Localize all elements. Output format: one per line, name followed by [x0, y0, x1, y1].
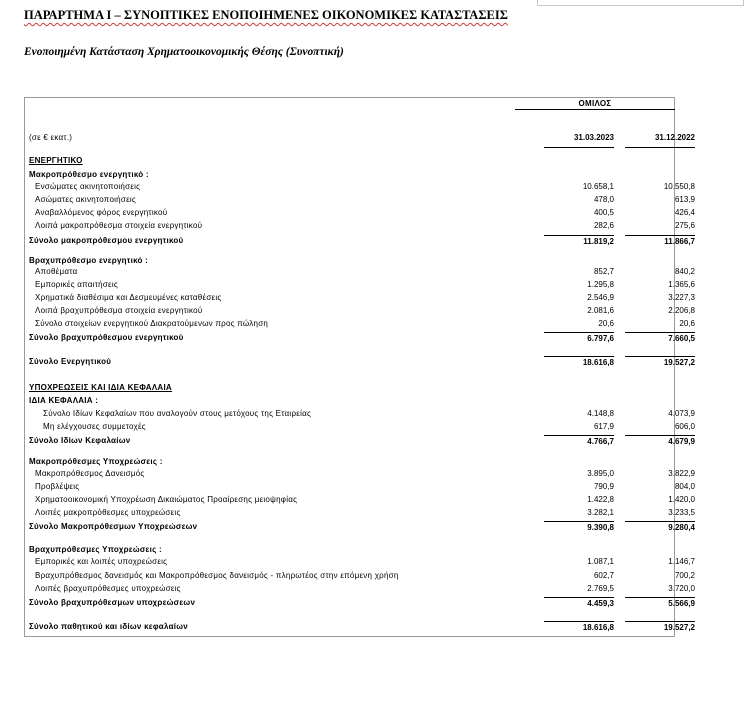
- table-row: [25, 544, 676, 556]
- row-value-2022: 426,4: [674, 208, 695, 217]
- row-value-2022: 9.280,4: [625, 521, 695, 534]
- row-value-2023: 18.616,8: [544, 621, 614, 634]
- row-value-2023: 478,0: [593, 195, 614, 204]
- row-value-2023: 4.459,3: [544, 597, 614, 610]
- table-row: [25, 266, 695, 278]
- row-label: Σύνολο στοιχείων ενεργητικού Διακρατούμενων προς πώληση: [35, 319, 269, 328]
- document-subtitle: Ενοποιημένη Κατάσταση Χρηματοοικονομικής Θέσης (Συνοπτική): [24, 46, 344, 58]
- row-value-2022: 613,9: [674, 195, 695, 204]
- table-row: [25, 570, 695, 582]
- row-label: Χρηματικά διαθέσιμα και Δεσμευμένες καταθέσεις: [35, 293, 222, 302]
- table-row: [25, 194, 695, 206]
- row-label: Βραχυπρόθεσμος δανεισμός και Μακροπρόθεσμος δανεισμός - πληρωτέος στην επόμενη χρήση: [35, 571, 399, 580]
- row-value-2023: 9.390,8: [544, 521, 614, 534]
- row-value-2023: 2.769,5: [587, 584, 614, 593]
- document-title: ΠΑΡΑΡΤΗΜΑ Ι – ΣΥΝΟΠΤΙΚΕΣ ΕΝΟΠΟΙΗΜΕΝΕΣ ΟΙΚΟΝΟΜΙΚΕΣ ΚΑΤΑΣΤΑΣΕΙΣ: [24, 8, 508, 22]
- table-row: [25, 318, 695, 330]
- table-row: [25, 155, 676, 167]
- row-value-2022: 5.566,9: [625, 597, 695, 610]
- column-header-2022: 31.12.2022: [654, 133, 695, 142]
- subsection-heading: Μακροπρόθεσμο ενεργητικό :: [29, 170, 149, 179]
- table-row: [25, 621, 695, 633]
- row-value-2022: 4.679,9: [625, 435, 695, 448]
- row-label: Εμπορικές απαιτήσεις: [35, 280, 118, 289]
- row-value-2023: 617,9: [593, 422, 614, 431]
- row-label: Σύνολο βραχυπρόθεσμου ενεργητικού: [29, 333, 184, 342]
- row-value-2022: 700,2: [674, 571, 695, 580]
- row-label: Ασώματες ακινητοποιήσεις: [35, 195, 137, 204]
- row-value-2022: 1.146,7: [668, 557, 695, 566]
- section-heading: ΥΠΟΧΡΕΩΣΕΙΣ ΚΑΙ ΙΔΙΑ ΚΕΦΑΛΑΙΑ: [29, 383, 172, 392]
- section-heading: ΕΝΕΡΓΗΤΙΚΟ: [29, 156, 83, 165]
- row-label: Σύνολο βραχυπρόθεσμων υποχρεώσεων: [29, 598, 196, 607]
- table-row: [25, 408, 695, 420]
- row-value-2023: 282,6: [593, 221, 614, 230]
- table-row: [25, 456, 676, 468]
- subsection-heading: Βραχυπρόθεσμες Υποχρεώσεις :: [29, 545, 162, 554]
- header-box: [537, 0, 744, 6]
- row-value-2023: 400,5: [593, 208, 614, 217]
- subsection-heading: ΙΔΙΑ ΚΕΦΑΛΑΙΑ :: [29, 396, 99, 405]
- group-header: ΟΜΙΛΟΣ: [578, 99, 612, 108]
- row-value-2022: 840,2: [674, 267, 695, 276]
- table-row: [25, 356, 695, 368]
- table-row: [25, 421, 695, 433]
- row-value-2022: 1.420,0: [668, 495, 695, 504]
- row-value-2023: 11.819,2: [544, 235, 614, 248]
- table-row: [25, 220, 695, 232]
- row-value-2023: 1.295,8: [587, 280, 614, 289]
- row-value-2023: 602,7: [593, 571, 614, 580]
- row-value-2023: 4.148,8: [587, 409, 614, 418]
- row-value-2022: 7.660,5: [625, 332, 695, 345]
- table-row: [25, 207, 695, 219]
- table-row: [25, 597, 695, 609]
- row-value-2023: 10.658,1: [582, 182, 614, 191]
- subsection-heading: Βραχυπρόθεσμο ενεργητικό :: [29, 256, 149, 265]
- col2-rule: [625, 147, 695, 148]
- table-row: [25, 332, 695, 344]
- row-value-2023: 1.422,8: [587, 495, 614, 504]
- table-row: [25, 521, 695, 533]
- row-value-2022: 3.233,5: [668, 508, 695, 517]
- col1-rule: [544, 147, 614, 148]
- table-row: [25, 305, 695, 317]
- row-label: Σύνολο Ιδίων Κεφαλαίων που αναλογούν στους μετόχους της Εταιρείας: [43, 409, 312, 418]
- table-row: [25, 382, 676, 394]
- row-value-2022: 3.227,3: [668, 293, 695, 302]
- row-label: Αποθέματα: [35, 267, 78, 276]
- table-row: [25, 435, 695, 447]
- table-row: [25, 292, 695, 304]
- row-label: Σύνολο Μακροπρόθεσμων Υποχρεώσεων: [29, 522, 198, 531]
- row-label: Σύνολο Ενεργητικού: [29, 357, 112, 366]
- row-label: Σύνολο παθητικού και ιδίων κεφαλαίων: [29, 622, 188, 631]
- row-value-2023: 3.895,0: [587, 469, 614, 478]
- row-label: Μακροπρόθεσμος Δανεισμός: [35, 469, 145, 478]
- row-label: Μη ελέγχουσες συμμετοχές: [43, 422, 146, 431]
- row-value-2023: 3.282,1: [587, 508, 614, 517]
- table-row: [25, 468, 695, 480]
- row-value-2022: 3.822,9: [668, 469, 695, 478]
- row-label: Χρηματοοικονομική Υποχρέωση Δικαιώματος Προαίρεσης μειοψηφίας: [35, 495, 298, 504]
- row-value-2023: 18.616,8: [544, 356, 614, 369]
- row-label: Λοιπές μακροπρόθεσμες υποχρεώσεις: [35, 508, 181, 517]
- row-value-2023: 2.546,9: [587, 293, 614, 302]
- row-label: Λοιπά βραχυπρόθεσμα στοιχεία ενεργητικού: [35, 306, 203, 315]
- row-value-2022: 4.073,9: [668, 409, 695, 418]
- balance-sheet-table: [24, 97, 695, 637]
- row-value-2022: 1.365,6: [668, 280, 695, 289]
- row-value-2022: 20,6: [679, 319, 695, 328]
- row-value-2023: 2.081,6: [587, 306, 614, 315]
- row-label: Προβλέψεις: [35, 482, 80, 491]
- table-row: [25, 169, 676, 181]
- table-row: [25, 507, 695, 519]
- row-value-2022: 275,6: [674, 221, 695, 230]
- row-label: Αναβαλλόμενος φόρος ενεργητικού: [35, 208, 168, 217]
- row-value-2022: 2.206,8: [668, 306, 695, 315]
- row-value-2023: 4.766,7: [544, 435, 614, 448]
- table-row: [25, 583, 695, 595]
- row-value-2023: 20,6: [598, 319, 614, 328]
- table-row: [25, 235, 695, 247]
- row-label: Σύνολο μακροπρόθεσμου ενεργητικού: [29, 236, 184, 245]
- table-row: [25, 279, 695, 291]
- row-value-2022: 19.527,2: [625, 356, 695, 369]
- group-header-rule: [515, 109, 675, 110]
- row-value-2023: 790,9: [593, 482, 614, 491]
- table-row: [25, 395, 676, 407]
- table-row: [25, 181, 695, 193]
- row-label: Ενσώματες ακινητοποιήσεις: [35, 182, 141, 191]
- row-value-2023: 852,7: [593, 267, 614, 276]
- row-value-2023: 1.087,1: [587, 557, 614, 566]
- row-label: Εμπορικές και λοιπές υποχρεώσεις: [35, 557, 168, 566]
- row-value-2022: 19.527,2: [625, 621, 695, 634]
- units-label: (σε € εκατ.): [29, 133, 73, 142]
- table-row: [25, 556, 695, 568]
- row-value-2022: 804,0: [674, 482, 695, 491]
- table-row: [25, 494, 695, 506]
- table-row: [25, 481, 695, 493]
- row-value-2023: 6.797,6: [544, 332, 614, 345]
- column-header-row: [25, 132, 695, 144]
- row-value-2022: 11.866,7: [625, 235, 695, 248]
- row-value-2022: 606,0: [674, 422, 695, 431]
- column-header-2023: 31.03.2023: [573, 133, 614, 142]
- row-value-2022: 3.720,0: [668, 584, 695, 593]
- row-label: Λοιπές βραχυπρόθεσμες υποχρεώσεις: [35, 584, 181, 593]
- row-value-2022: 10.550,8: [663, 182, 695, 191]
- row-label: Λοιπά μακροπρόθεσμα στοιχεία ενεργητικού: [35, 221, 203, 230]
- row-label: Σύνολο Ιδίων Κεφαλαίων: [29, 436, 131, 445]
- subsection-heading: Μακροπρόθεσμες Υποχρεώσεις :: [29, 457, 163, 466]
